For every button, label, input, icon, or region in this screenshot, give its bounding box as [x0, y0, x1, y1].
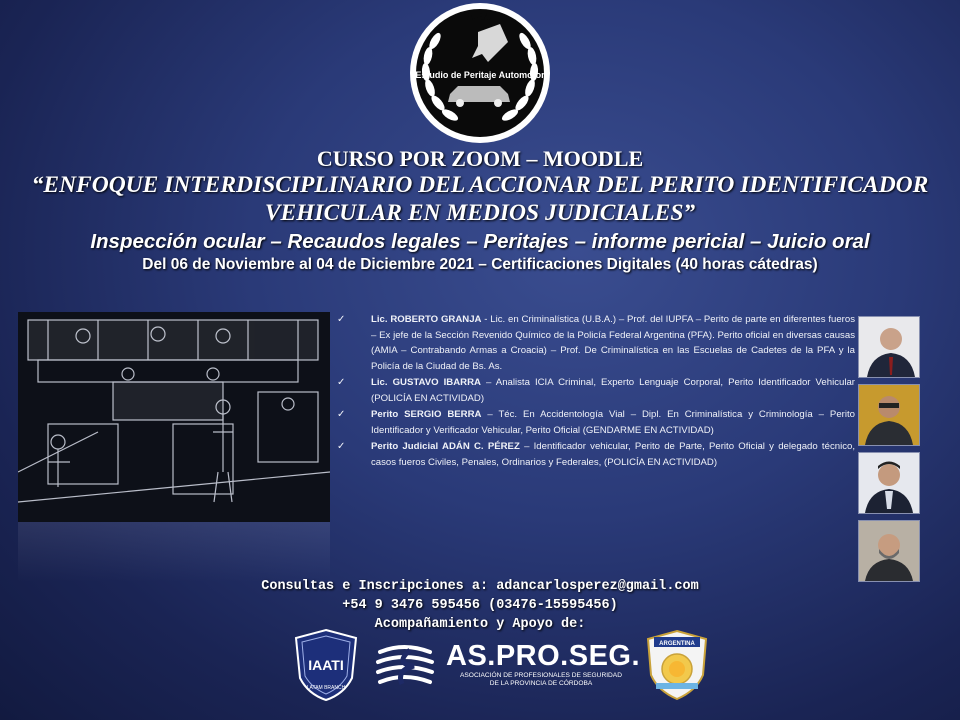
- support-heading: Acompañamiento y Apoyo de:: [374, 617, 586, 632]
- speaker-photo-perez: [858, 520, 920, 582]
- speaker-photo-berra: [858, 452, 920, 514]
- check-icon: ✓: [337, 314, 346, 325]
- asproseg-title: AS.PRO.SEG.: [446, 640, 641, 672]
- speaker-description: - Lic. en Criminalística (U.B.A.) – Prof. del IUPFA – Perito de parte en diferentes fueros – Ex jefe de la Sección Revenido Químico de la Policía Federal Argentina (PFA). Perito oficial en diversas causas (AMIA – Contrabando Armas a Croacia) – Prof. De Criminalística en las Escuelas de Cadetes de la PFA y la Policía de la Ciudad de Bs. As.: [371, 314, 855, 372]
- speaker-description: – Analista ICIA Criminal, Experto Lenguaje Corporal, Perito Identificador Vehicular (POLICÍA EN ACTIVIDAD): [371, 377, 855, 404]
- contact-phone-line: +54 9 3476 595456 (03476-15595456): [342, 598, 618, 613]
- asproseg-subtitle-1: ASOCIACIÓN DE PROFESIONALES DE SEGURIDAD: [460, 672, 622, 679]
- contact-email-line: Consultas e Inscripciones a: adancarlosperez@gmail.com: [261, 579, 699, 594]
- argentina-badge-logo: [646, 629, 708, 701]
- course-name-line-2: VEHICULAR EN MEDIOS JUDICIALES”: [264, 200, 696, 226]
- speaker-item: [337, 375, 855, 406]
- badge-text: ARGENTINA: [659, 641, 695, 647]
- course-name-line-1: “ENFOQUE INTERDISCIPLINARIO DEL ACCIONAR DEL PERITO IDENTIFICADOR: [31, 172, 929, 198]
- course-dates: Del 06 de Noviembre al 04 de Diciembre 2021 – Certificaciones Digitales (40 horas cátedras): [142, 256, 818, 273]
- speaker-description: – Identificador vehicular, Perito de Parte, Perito Oficial y delegado técnico, casos fueros Civiles, Penales, Ordinarios y Federales, (POLICÍA EN ACTIVIDAD): [371, 441, 855, 468]
- speaker-name: Perito Judicial ADÁN C. PÉREZ: [371, 441, 520, 452]
- asproseg-logo: [446, 640, 641, 688]
- check-icon: ✓: [337, 377, 346, 388]
- course-topics: Inspección ocular – Recaudos legales – Peritajes – informe pericial – Juicio oral: [90, 230, 870, 253]
- speaker-photo-granja: [858, 316, 920, 378]
- speaker-description: – Téc. En Accidentología Vial – Dipl. En Criminalística y Criminología – Perito Identificador y Verificador Vehicular, Perito Oficial (GENDARME EN ACTIVIDAD): [371, 409, 855, 436]
- iaati-logo-text: IAATI: [308, 657, 344, 673]
- epa-logo: [408, 2, 552, 144]
- speakers-list: [337, 312, 855, 471]
- speaker-name: Lic. ROBERTO GRANJA: [371, 314, 482, 325]
- speaker-name: Perito SERGIO BERRA: [371, 409, 482, 420]
- courtroom-image-reflection: [18, 522, 330, 582]
- check-icon: ✓: [337, 441, 346, 452]
- courtroom-image: [18, 312, 330, 522]
- logo-middle-text: Estudio de Peritaje Automotor: [415, 70, 545, 80]
- contact-info: [0, 577, 960, 634]
- iaati-logo: [294, 628, 358, 702]
- asproseg-subtitle-2: DE LA PROVINCIA DE CÓRDOBA: [489, 680, 593, 687]
- speaker-item: [337, 439, 855, 470]
- speaker-item: [337, 407, 855, 438]
- speaker-photo-ibarra: [858, 384, 920, 446]
- asproseg-emblem-icon: [374, 644, 436, 688]
- speaker-name: Lic. GUSTAVO IBARRA: [371, 377, 481, 388]
- iaati-logo-subtext: LATAM BRANCH: [306, 685, 346, 691]
- logo-top-text: E.P.A.: [467, 12, 493, 23]
- course-mode-title: CURSO POR ZOOM – MOODLE: [316, 146, 644, 171]
- speaker-item: [337, 312, 855, 374]
- check-icon: ✓: [337, 409, 346, 420]
- course-titles: [0, 146, 960, 275]
- speaker-photos: [858, 316, 920, 588]
